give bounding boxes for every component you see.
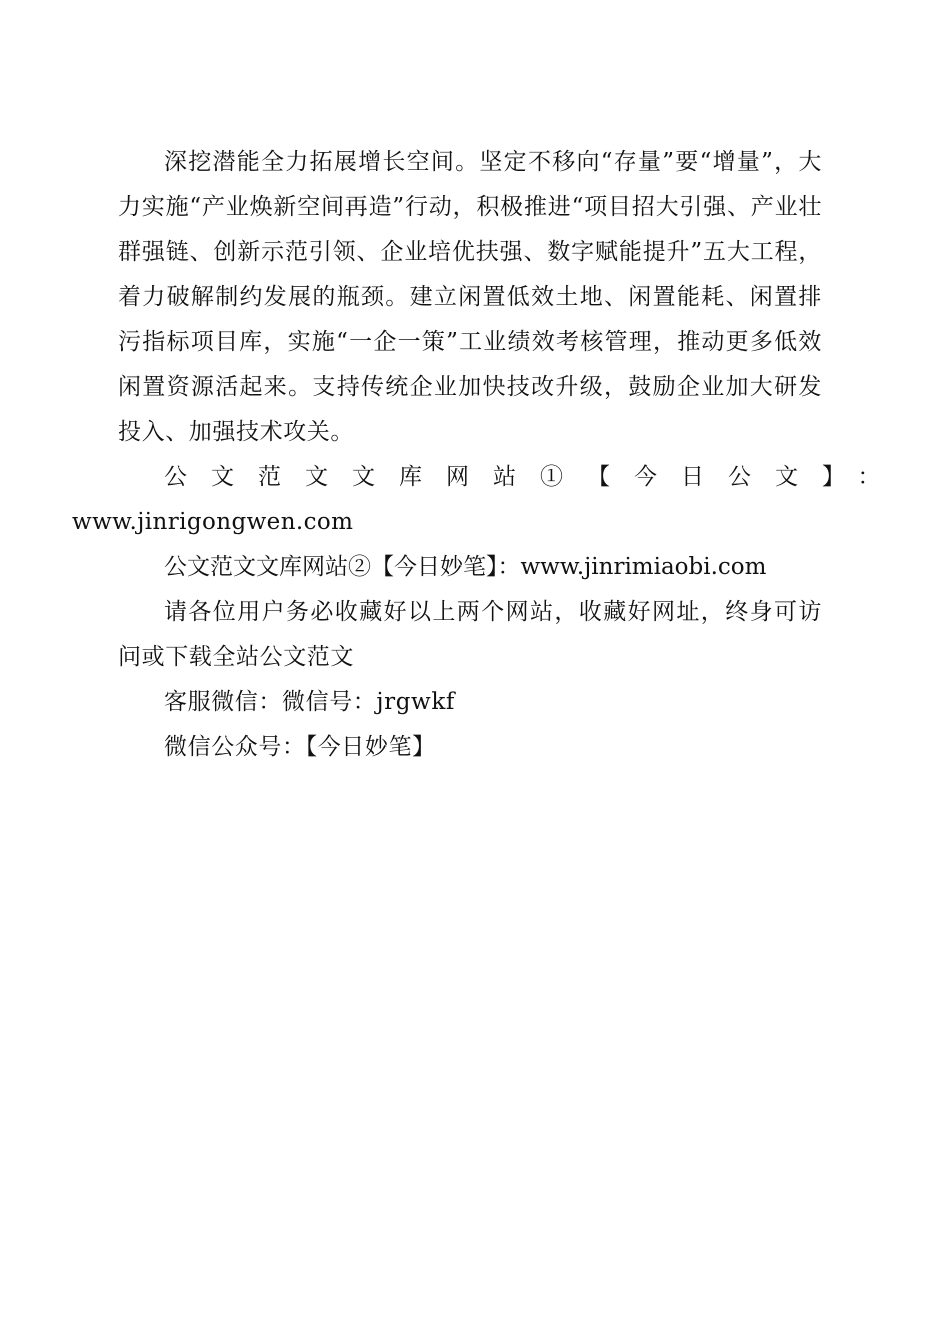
website-1-paragraph [72, 455, 905, 545]
document-body [72, 140, 905, 770]
body-paragraph: 深挖潜能全力拓展增长空间。坚定不移向“存量”要“增量”，大力实施“产业焕新空间再造”行动，积极推进“项目招大引强、产业壮群强链、创新示范引领、企业培优扶强、数字赋能提升”五大工程，着力破解制约发展的瓶颈。建立闲置低效土地、闲置能耗、闲置排污指标项目库，实施“一企一策”工业绩效考核管理，推动更多低效闲置资源活起来。支持传统企业加快技改升级，鼓励企业加大研发投入、加强技术攻关。 [118, 149, 822, 445]
wechat-official-paragraph: 微信公众号：【今日妙笔】 [164, 734, 436, 760]
wechat-service-paragraph: 客服微信：微信号：jrgwkf [164, 689, 455, 715]
website-2-paragraph: 公文范文文库网站②【今日妙笔】：www.jinrimiaobi.com [164, 554, 767, 580]
website-1-label: 公文范文文库网站①【今日公文】： [164, 464, 905, 490]
website-1-url[interactable]: www.jinrigongwen.com [72, 509, 354, 535]
bookmark-notice-paragraph: 请各位用户务必收藏好以上两个网站，收藏好网址，终身可访问或下载全站公文范文 [118, 599, 822, 670]
